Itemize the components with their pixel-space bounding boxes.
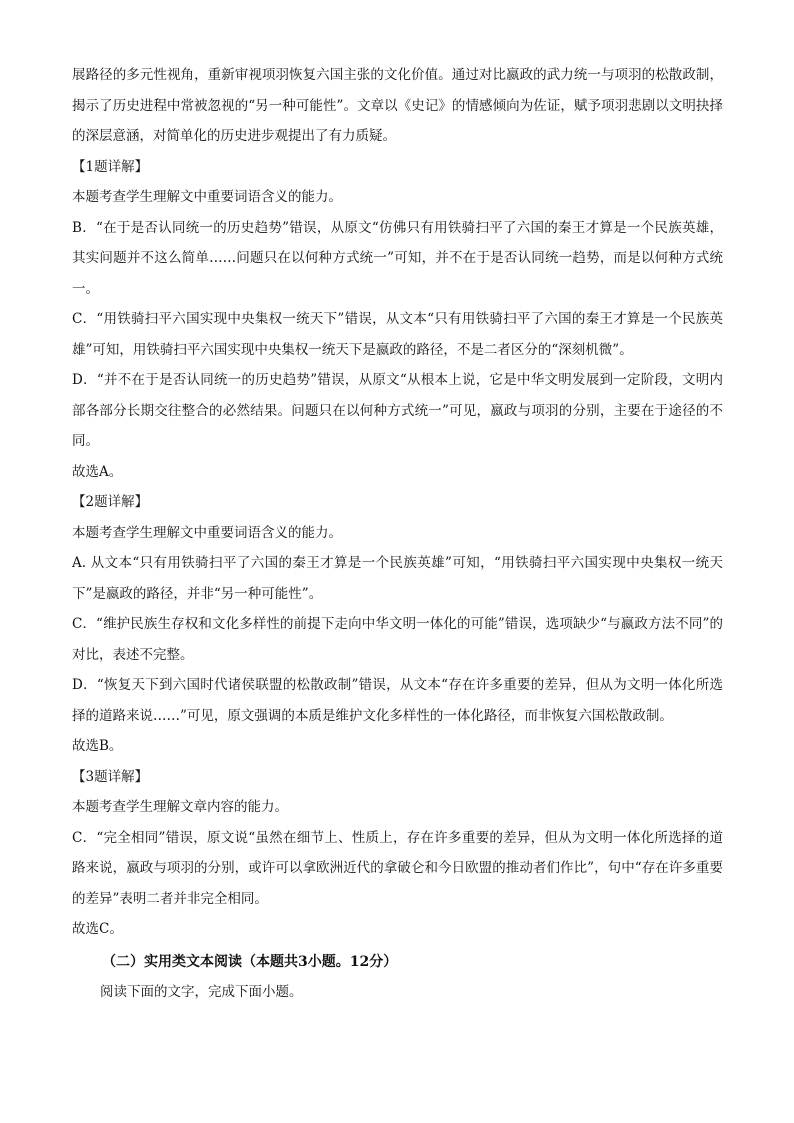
- q2-option-a: A. 从文本“只有用铁骑扫平了六国的秦王才算是一个民族英雄”可知，“用铁骑扫平六国实现中央集权一统天下”是嬴政的路径，并非“另一种可能性”。: [72, 555, 723, 602]
- q1-option-d: D．“并不在于是否认同统一的历史趋势”错误，从原文“从根本上说，它是中华文明发展到一定阶段，文明内部各部分长期交往整合的必然结果。问题只在以何种方式统一”可见，嬴政与项羽的分别，主要在于途径的不同。: [72, 372, 723, 449]
- q2-answer: 故选B。: [72, 738, 123, 754]
- intro-paragraph: 展路径的多元性视角，重新审视项羽恢复六国主张的文化价值。通过对比嬴政的武力统一与项羽的松散政制，揭示了历史进程中常被忽视的“另一种可能性”。文章以《史记》的情感倾向为佐证，赋予项羽悲剧以文明抉择的深层意涵，对简单化的历史进步观提出了有力质疑。: [72, 67, 723, 144]
- document-page: [72, 60, 723, 1008]
- q3-option-c: C．“完全相同”错误，原文说“虽然在细节上、性质上，存在许多重要的差异，但从为文明一体化所选择的道路来说，嬴政与项羽的分别，或许可以拿欧洲近代的拿破仑和今日欧盟的推动者们作比”，句中“存在许多重要的差异”表明二者并非完全相同。: [72, 829, 723, 907]
- q2-option-c: C．“维护民族生存权和文化多样性的前提下走向中华文明一体化的可能”错误，选项缺少“与嬴政方法不同”的对比，表述不完整。: [72, 616, 723, 663]
- section-title: （二）实用类文本阅读（本题共3小题。12分）: [102, 953, 398, 970]
- q1-option-b: B．“在于是否认同统一的历史趋势”错误，从原文“仿佛只有用铁骑扫平了六国的秦王才算是一个民族英雄，其实问题并不这么简单……问题只在以何种方式统一”可知，并不在于是否认同统一趋势，而是以何种方式统一。: [72, 219, 723, 297]
- q2-skill: 本题考查学生理解文中重要词语含义的能力。: [72, 524, 342, 541]
- q3-heading: 【3题详解】: [72, 768, 149, 785]
- q3-skill: 本题考查学生理解文章内容的能力。: [72, 799, 288, 815]
- q1-option-c: C．“用铁骑扫平六国实现中央集权一统天下”错误，从文本“只有用铁骑扫平了六国的秦王才算是一个民族英雄”可知，用铁骑扫平六国实现中央集权一统天下是嬴政的路径，不是二者区分的“深刻机微”。: [72, 311, 723, 358]
- section-instruction: 阅读下面的文字，完成下面小题。: [100, 984, 303, 1000]
- q1-heading: 【1题详解】: [72, 158, 149, 175]
- q3-answer: 故选C。: [72, 921, 123, 937]
- q1-skill: 本题考查学生理解文中重要词语含义的能力。: [72, 189, 342, 205]
- q1-answer: 故选A。: [72, 463, 123, 480]
- q2-option-d: D．“恢复天下到六国时代诸侯联盟的松散政制”错误，从文本“存在许多重要的差异，但从为文明一体化所选择的道路来说……”可见，原文强调的本质是维护文化多样性的一体化路径，而非恢复六国松散政制。: [72, 677, 723, 724]
- q2-heading: 【2题详解】: [72, 494, 149, 510]
